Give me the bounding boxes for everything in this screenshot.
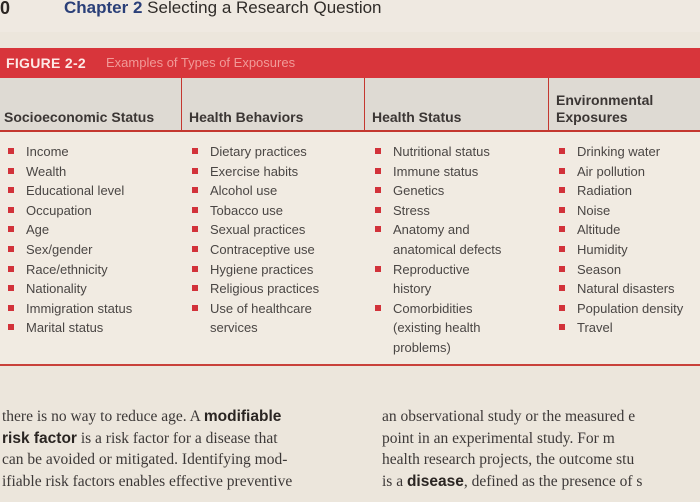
bullet-icon: [559, 168, 565, 174]
bullet-icon: [192, 305, 198, 311]
list-item: Natural disasters: [557, 279, 700, 299]
list-item: Radiation: [557, 181, 700, 201]
column-heading-health-behaviors: Health Behaviors: [189, 109, 304, 125]
column-divider: [181, 78, 182, 130]
column-heading-socioeconomic: Socioeconomic Status: [4, 109, 155, 125]
column-heading-health-status: Health Status: [372, 109, 462, 125]
bullet-icon: [375, 207, 381, 213]
list-item: Hygiene practices: [190, 260, 362, 280]
figure-label: FIGURE 2-2: [6, 55, 87, 71]
bullet-icon: [192, 168, 198, 174]
column-divider: [364, 78, 365, 130]
bullet-icon: [559, 324, 565, 330]
term-disease: disease: [406, 472, 464, 490]
body-line: can be avoided or mitigated. Identifying mod-: [2, 451, 288, 468]
column-divider: [548, 78, 549, 130]
bullet-icon: [375, 226, 381, 232]
list-item: Sex/gender: [6, 240, 178, 260]
body-text-left-column: [2, 406, 352, 492]
body-line: is a disease, defined as the presence of s: [382, 472, 643, 490]
bullet-icon: [559, 285, 565, 291]
bullet-icon: [192, 246, 198, 252]
bullet-icon: [559, 226, 565, 232]
list-item: Sexual practices: [190, 220, 362, 240]
list-item: Travel: [557, 318, 700, 338]
term-modifiable: modifiable: [203, 408, 282, 425]
bullet-icon: [8, 226, 14, 232]
socioeconomic-list: [6, 142, 178, 338]
list-item: Alcohol use: [190, 181, 362, 201]
list-item: Stress: [373, 201, 545, 221]
chapter-label: Chapter 2: [64, 0, 143, 17]
page-header: [0, 0, 700, 32]
bullet-icon: [192, 207, 198, 213]
list-item: Drinking water: [557, 142, 700, 162]
bullet-icon: [375, 305, 381, 311]
page-number: 0: [0, 0, 11, 18]
list-item: Reproductive history: [373, 260, 503, 299]
bullet-icon: [375, 168, 381, 174]
bullet-icon: [8, 266, 14, 272]
table-bottom-rule: [0, 364, 700, 366]
bullet-icon: [559, 148, 565, 154]
health-behaviors-list: [190, 142, 362, 338]
bullet-icon: [192, 187, 198, 193]
table-header-row: [0, 78, 700, 132]
bullet-icon: [8, 285, 14, 291]
list-item: Nutritional status: [373, 142, 545, 162]
bullet-icon: [559, 246, 565, 252]
term-risk-factor: risk factor: [2, 429, 77, 447]
bullet-icon: [8, 324, 14, 330]
list-item: Noise: [557, 201, 700, 221]
bullet-icon: [8, 148, 14, 154]
figure-caption: Examples of Types of Exposures: [106, 55, 296, 70]
bullet-icon: [192, 226, 198, 232]
body-line: point in an experimental study. For m: [382, 429, 615, 447]
body-line: an observational study or the measured e: [382, 408, 636, 425]
list-item: Educational level: [6, 181, 178, 201]
health-status-list: [373, 142, 545, 358]
list-item: Race/ethnicity: [6, 260, 178, 280]
bullet-icon: [192, 285, 198, 291]
environmental-list: [557, 142, 700, 338]
list-item: Season: [557, 260, 700, 280]
list-item: Marital status: [6, 318, 178, 338]
list-item: Genetics: [373, 181, 545, 201]
list-item: Income: [6, 142, 178, 162]
bullet-icon: [559, 187, 565, 193]
body-line: risk factor is a risk factor for a disease that: [2, 429, 278, 447]
bullet-icon: [375, 266, 381, 272]
list-item: Wealth: [6, 162, 178, 182]
list-item: Age: [6, 220, 178, 240]
list-item: Comorbidities (existing health problems): [373, 299, 518, 358]
bullet-icon: [192, 148, 198, 154]
list-item: Occupation: [6, 201, 178, 221]
list-item: Air pollution: [557, 162, 700, 182]
body-line: there is no way to reduce age. A modifiable: [2, 408, 282, 425]
bullet-icon: [8, 168, 14, 174]
list-item: Nationality: [6, 279, 178, 299]
list-item: Religious practices: [190, 279, 362, 299]
body-line: ifiable risk factors enables effective preventive: [2, 472, 293, 490]
bullet-icon: [8, 207, 14, 213]
bullet-icon: [375, 187, 381, 193]
bullet-icon: [8, 187, 14, 193]
list-item: Use of healthcare services: [190, 299, 335, 338]
list-item: Exercise habits: [190, 162, 362, 182]
body-line: health research projects, the outcome stu: [382, 451, 635, 468]
list-item: Immune status: [373, 162, 545, 182]
bullet-icon: [559, 207, 565, 213]
bullet-icon: [375, 148, 381, 154]
bullet-icon: [8, 246, 14, 252]
figure-title-bar: [0, 48, 700, 78]
list-item: Anatomy and anatomical defects: [373, 220, 535, 259]
bullet-icon: [559, 266, 565, 272]
column-heading-environmental: Environmental Exposures: [556, 92, 654, 125]
chapter-title: Selecting a Research Question: [147, 0, 382, 17]
list-item: Altitude: [557, 220, 700, 240]
bullet-icon: [559, 305, 565, 311]
bullet-icon: [192, 266, 198, 272]
list-item: Dietary practices: [190, 142, 362, 162]
list-item: Population density: [557, 299, 700, 319]
list-item: Immigration status: [6, 299, 178, 319]
list-item: Humidity: [557, 240, 700, 260]
body-text-right-column: [382, 406, 700, 492]
list-item: Tobacco use: [190, 201, 362, 221]
chapter-heading: [64, 0, 382, 18]
list-item: Contraceptive use: [190, 240, 362, 260]
bullet-icon: [8, 305, 14, 311]
